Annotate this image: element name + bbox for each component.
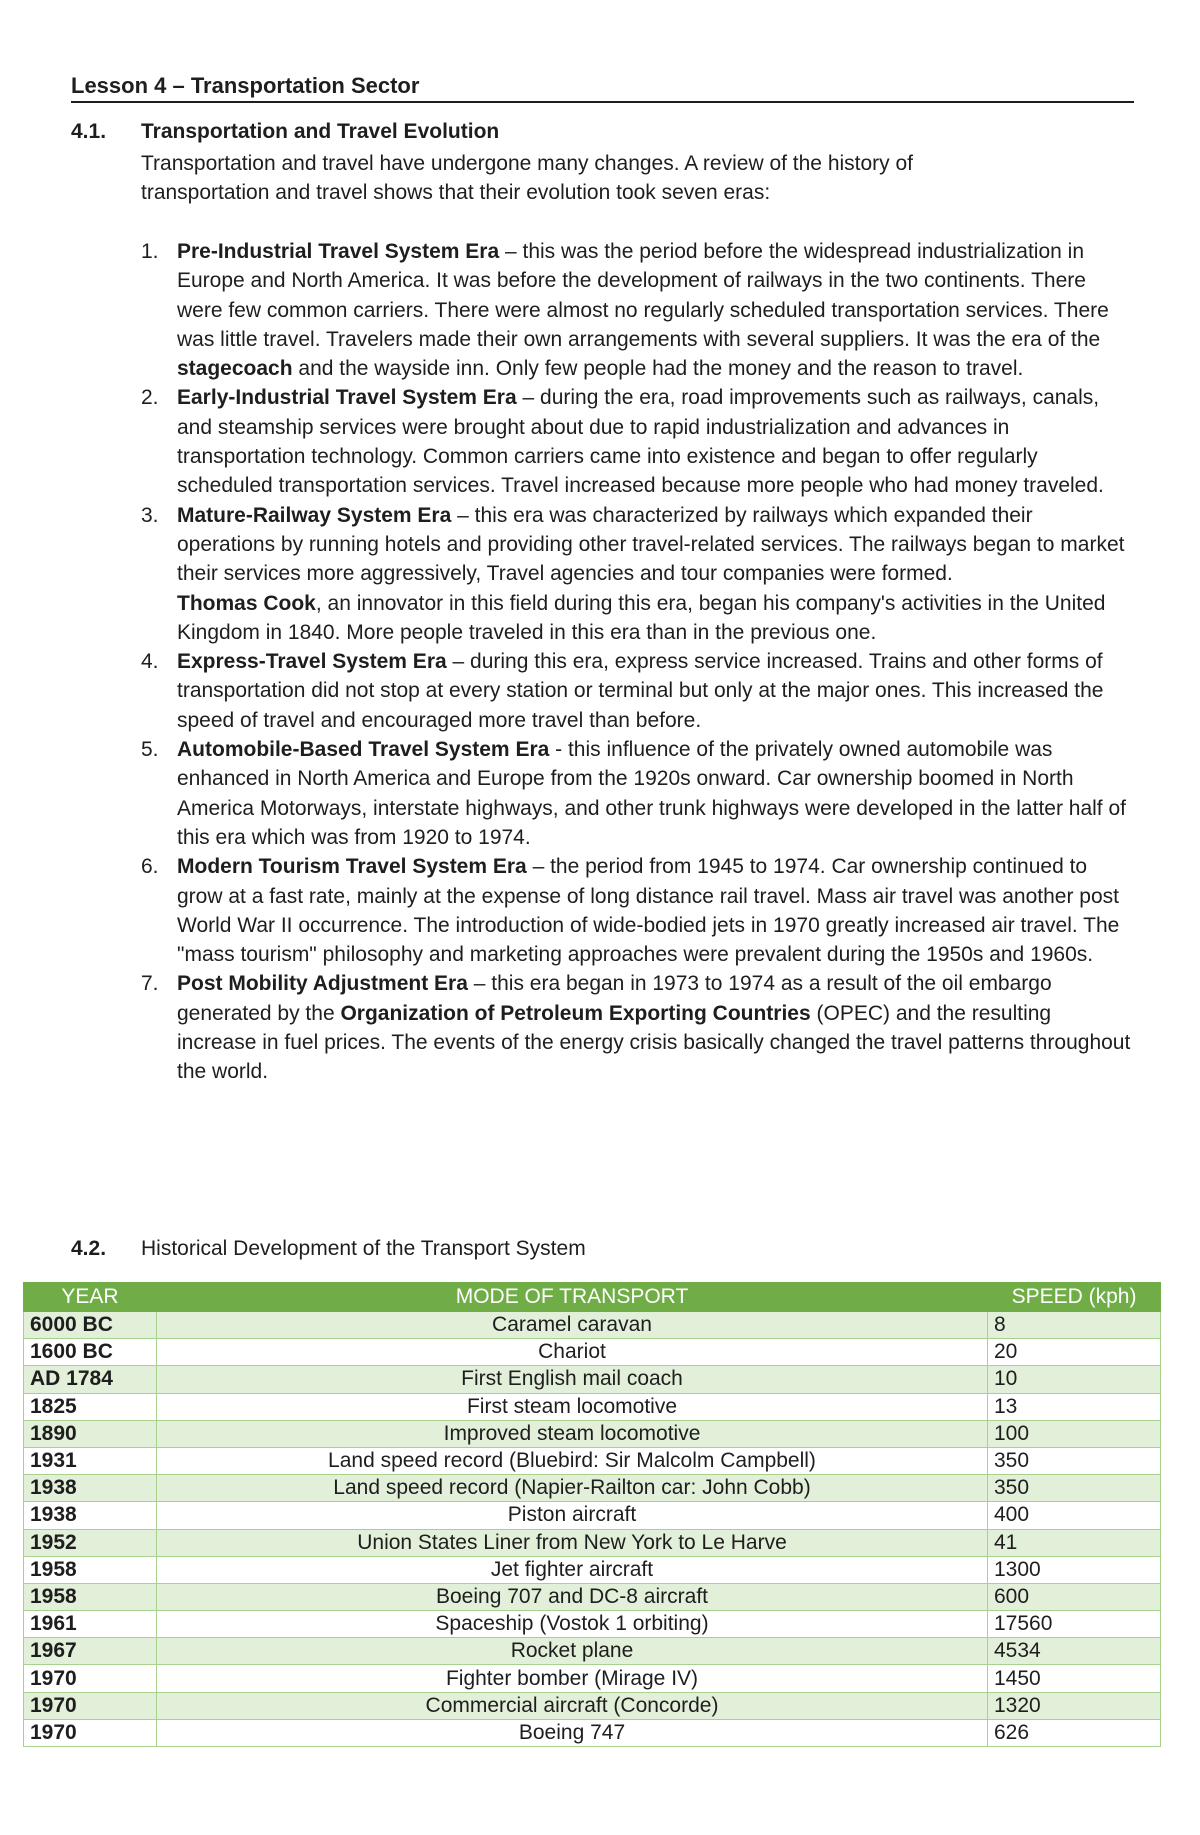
cell-speed: 4534 [988, 1638, 1161, 1665]
section-title-4-2: Historical Development of the Transport System [141, 1237, 586, 1260]
era-number: 3. [141, 503, 159, 527]
era-item-4 [141, 647, 1136, 735]
table-row [24, 1692, 1161, 1719]
cell-year: 1825 [24, 1393, 157, 1420]
cell-year: 1890 [24, 1420, 157, 1447]
table-row [24, 1447, 1161, 1474]
era-text: , an innovator in this field during this era, began his company's activities in the United Kingdom in 1840. More people traveled in this era than in the previous one. [177, 591, 1106, 644]
era-number: 2. [141, 386, 159, 410]
era-item-1 [141, 237, 1136, 383]
cell-year: 1967 [24, 1638, 157, 1665]
cell-mode: Land speed record (Napier-Railton car: John Cobb) [157, 1475, 988, 1502]
era-number: 5. [141, 738, 159, 762]
cell-mode: First English mail coach [157, 1366, 988, 1393]
era-number: 4. [141, 650, 159, 674]
cell-year: 1938 [24, 1502, 157, 1529]
cell-speed: 1300 [988, 1556, 1161, 1583]
era-text: – this era was characterized by railways which expanded their operations by running hotels and providing other travel-related services. The railways began to market their services more aggressively, Travel agencies and tour companies were formed. [177, 503, 1125, 586]
era-item-2 [141, 383, 1136, 500]
era-title: Modern Tourism Travel System Era [177, 855, 527, 879]
era-title: Pre-Industrial Travel System Era [177, 240, 500, 263]
table-row [24, 1611, 1161, 1638]
table-row [24, 1529, 1161, 1556]
column-header-mode: MODE OF TRANSPORT [157, 1283, 988, 1312]
cell-year: 6000 BC [24, 1312, 157, 1339]
cell-year: 1970 [24, 1692, 157, 1719]
era-number: 7. [141, 972, 159, 996]
table-row [24, 1393, 1161, 1420]
table-row [24, 1556, 1161, 1583]
cell-speed: 13 [988, 1393, 1161, 1420]
lesson-title: Lesson 4 – Transportation Sector [71, 72, 1134, 103]
table-row [24, 1312, 1161, 1339]
era-text: – during this era, express service increased. Trains and other forms of transportation did not stop at every station or terminal but only at the major ones. This increased the speed of travel and encouraged more travel than before. [177, 650, 1104, 732]
era-text: – this was the period before the widespread industrialization in Europe and North America. It was before the development of railways in the two continents. There were few common carriers. There were almost no regularly scheduled transportation services. There was little travel. Travelers made their own arrangements with several suppliers. It was the era of the [177, 240, 1109, 351]
table-body [24, 1312, 1161, 1747]
cell-year: 1952 [24, 1529, 157, 1556]
cell-mode: Piston aircraft [157, 1502, 988, 1529]
table-header-row [24, 1283, 1161, 1312]
cell-year: 1600 BC [24, 1339, 157, 1366]
cell-year: 1958 [24, 1556, 157, 1583]
cell-speed: 100 [988, 1420, 1161, 1447]
table-row [24, 1475, 1161, 1502]
era-title: Post Mobility Adjustment Era [177, 972, 468, 996]
cell-speed: 350 [988, 1475, 1161, 1502]
cell-year: 1970 [24, 1719, 157, 1746]
era-item-6 [141, 852, 1136, 969]
era-text: – during the era, road improvements such as railways, canals, and steamship services were brought about due to rapid industrialization and advances in transportation technology. Common carriers came into existence and began to offer regularly scheduled transportation services. Travel increased because more people who had money traveled. [177, 386, 1104, 498]
cell-mode: Caramel caravan [157, 1312, 988, 1339]
era-text: – the period from 1945 to 1974. Car ownership continued to grow at a fast rate, mainly at the expense of long distance rail travel. Mass air travel was another post World War II occurrence. The introduction of wide-bodied jets in 1970 greatly increased air travel. The "mass tourism" philosophy and marketing approaches were prevalent during the 1950s and 1960s. [177, 855, 1120, 967]
cell-speed: 350 [988, 1447, 1161, 1474]
era-text: (OPEC) and the resulting increase in fuel prices. The events of the energy crisis basically changed the travel patterns throughout the world. [177, 1001, 1131, 1084]
section-number-4-2: 4.2. [71, 1237, 107, 1260]
cell-year: 1938 [24, 1475, 157, 1502]
cell-mode: Boeing 707 and DC-8 aircraft [157, 1583, 988, 1610]
cell-speed: 600 [988, 1583, 1161, 1610]
table-row [24, 1339, 1161, 1366]
cell-mode: Fighter bomber (Mirage IV) [157, 1665, 988, 1692]
section-title-4-1: Transportation and Travel Evolution [141, 120, 500, 143]
cell-year: AD 1784 [24, 1366, 157, 1393]
era-item-7 [141, 969, 1136, 1086]
cell-mode: Spaceship (Vostok 1 orbiting) [157, 1611, 988, 1638]
era-bold-term: stagecoach [177, 357, 293, 381]
era-text: and the wayside inn. Only few people had the money and the reason to travel. [292, 357, 1024, 381]
transport-history-table [23, 1282, 1161, 1747]
cell-mode: Union States Liner from New York to Le Harve [157, 1529, 988, 1556]
era-extra-paragraph [177, 589, 1136, 648]
era-number: 6. [141, 855, 159, 879]
cell-speed: 1450 [988, 1665, 1161, 1692]
era-item-5 [141, 735, 1136, 852]
table-row [24, 1420, 1161, 1447]
cell-year: 1970 [24, 1665, 157, 1692]
cell-speed: 10 [988, 1366, 1161, 1393]
cell-mode: Boeing 747 [157, 1719, 988, 1746]
cell-mode: Rocket plane [157, 1638, 988, 1665]
era-item-3 [141, 501, 1136, 647]
section-number-4-1: 4.1. [71, 120, 107, 143]
cell-mode: First steam locomotive [157, 1393, 988, 1420]
table-row [24, 1502, 1161, 1529]
cell-speed: 20 [988, 1339, 1161, 1366]
table-row [24, 1665, 1161, 1692]
era-bold-term: Thomas Cook [177, 591, 316, 615]
cell-year: 1931 [24, 1447, 157, 1474]
cell-mode: Land speed record (Bluebird: Sir Malcolm Campbell) [157, 1447, 988, 1474]
era-text: – this era began in 1973 to 1974 as a result of the oil embargo generated by the [177, 972, 1052, 1025]
era-title: Express-Travel System Era [177, 650, 447, 674]
table-row [24, 1583, 1161, 1610]
cell-year: 1961 [24, 1611, 157, 1638]
cell-speed: 41 [988, 1529, 1161, 1556]
cell-speed: 17560 [988, 1611, 1161, 1638]
era-text: - this influence of the privately owned automobile was enhanced in North America and Europe from the 1920s onward. Car ownership boomed in North America Motorways, interstate highways, and other trunk highways were developed in the latter half of this era which was from 1920 to 1974. [177, 738, 1126, 849]
cell-speed: 626 [988, 1719, 1161, 1746]
table-row [24, 1719, 1161, 1746]
column-header-speed: SPEED (kph) [988, 1283, 1161, 1312]
cell-year: 1958 [24, 1583, 157, 1610]
cell-mode: Jet fighter aircraft [157, 1556, 988, 1583]
cell-speed: 1320 [988, 1692, 1161, 1719]
era-title: Automobile-Based Travel System Era [177, 738, 550, 762]
section-intro: Transportation and travel have undergone many changes. A review of the history of transportation and travel shows that their evolution took seven eras: [141, 152, 914, 205]
cell-mode: Improved steam locomotive [157, 1420, 988, 1447]
column-header-year: YEAR [24, 1283, 157, 1312]
cell-speed: 400 [988, 1502, 1161, 1529]
era-title: Mature-Railway System Era [177, 503, 452, 527]
era-bold-term: Organization of Petroleum Exporting Countries [340, 1001, 811, 1025]
cell-mode: Chariot [157, 1339, 988, 1366]
cell-mode: Commercial aircraft (Concorde) [157, 1692, 988, 1719]
eras-list [141, 237, 1136, 1087]
table-row [24, 1366, 1161, 1393]
era-number: 1. [141, 240, 159, 263]
table-row [24, 1638, 1161, 1665]
cell-speed: 8 [988, 1312, 1161, 1339]
era-title: Early-Industrial Travel System Era [177, 386, 517, 410]
